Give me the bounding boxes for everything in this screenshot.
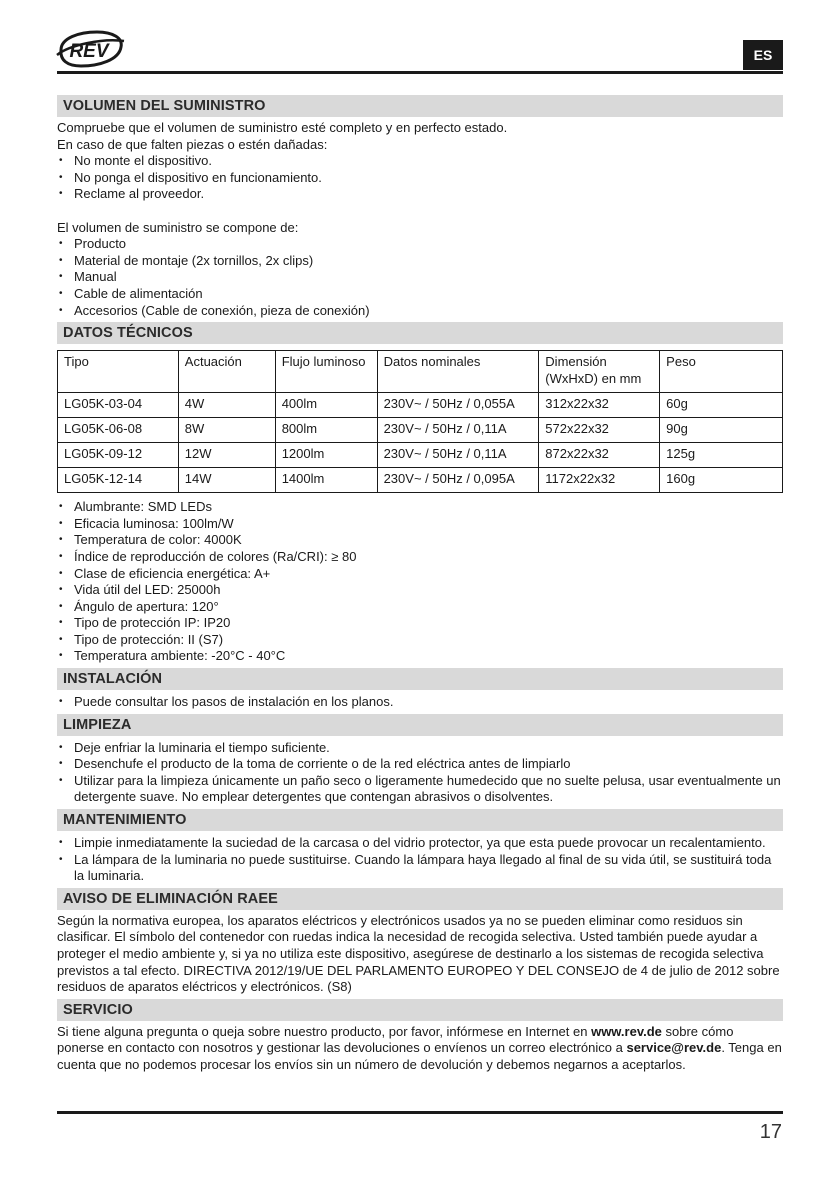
volumen-intro-3: El volumen de suministro se compone de: [57, 219, 299, 235]
servicio-text-c: . Tenga en cuenta que no podemos procesar los envíos sin un número de devolución y debemos negarnos a aceptarlos. [57, 1040, 782, 1072]
servicio-text-a: Si tiene alguna pregunta o queja sobre nuestro producto, por favor, infórmese en Internet en [57, 1023, 592, 1039]
section-title-aviso: AVISO DE ELIMINACIÓN RAEE [57, 888, 783, 910]
list-item: • Manual [57, 269, 783, 286]
website-link[interactable]: www.rev.de [591, 1023, 662, 1039]
language-badge: ES [743, 40, 783, 70]
list-item: • Eficacia luminosa: 100lm/W [57, 516, 783, 533]
table-row [58, 418, 783, 443]
column-header: Datos nominales [377, 351, 539, 393]
list-item: • Deje enfriar la luminaria el tiempo suficiente. [57, 740, 783, 757]
list-item: • Utilizar para la limpieza únicamente un paño seco o ligeramente humedecido que no suelte pelusa, usar eventualmente un detergente suave. No emplear detergentes que contengan abrasivos o disolventes. [57, 773, 783, 806]
table-cell: LG05K-06-08 [58, 418, 179, 443]
table-row [58, 443, 783, 468]
list-item: • Temperatura de color: 4000K [57, 532, 783, 549]
table-cell: LG05K-03-04 [58, 393, 179, 418]
limpieza-bullets [57, 740, 783, 806]
section-title-datos: DATOS TÉCNICOS [57, 322, 783, 344]
document-body [57, 95, 783, 1074]
table-cell: 230V~ / 50Hz / 0,095A [377, 468, 539, 493]
table-cell: LG05K-12-14 [58, 468, 179, 493]
list-item: • Alumbrante: SMD LEDs [57, 499, 783, 516]
table-cell: 1200lm [275, 443, 377, 468]
list-item: • Desenchufe el producto de la toma de corriente o de la red eléctrica antes de limpiarlo [57, 756, 783, 773]
column-header: Dimensión (WxHxD) en mm [539, 351, 660, 393]
table-cell: 4W [178, 393, 275, 418]
instalacion-bullets [57, 694, 783, 711]
list-item: • Índice de reproducción de colores (Ra/CRI): ≥ 80 [57, 549, 783, 566]
servicio-text-b: sobre cómo ponerse en contacto con nosotros y gestionar las devoluciones o envíenos un correo electrónico a [57, 1023, 734, 1056]
email-link[interactable]: service@rev.de [626, 1040, 722, 1056]
servicio-text [57, 1024, 783, 1074]
list-item: • Ángulo de apertura: 120° [57, 599, 783, 616]
specs-table [57, 350, 783, 493]
volumen-bullets-1 [57, 153, 783, 203]
list-item: • La lámpara de la luminaria no puede sustituirse. Cuando la lámpara haya llegado al final de su vida útil, se sustituirá toda la luminaria. [57, 852, 783, 885]
list-item: • Material de montaje (2x tornillos, 2x clips) [57, 253, 783, 270]
header-rule [57, 71, 783, 74]
table-cell: 90g [660, 418, 783, 443]
table-cell: 230V~ / 50Hz / 0,11A [377, 443, 539, 468]
column-header: Tipo [58, 351, 179, 393]
volumen-intro-2: En caso de que falten piezas o estén dañadas: [57, 136, 328, 152]
table-cell: 60g [660, 393, 783, 418]
table-cell: LG05K-09-12 [58, 443, 179, 468]
table-cell: 12W [178, 443, 275, 468]
footer-rule [57, 1111, 783, 1114]
list-item: • Producto [57, 236, 783, 253]
list-item: • Accesorios (Cable de conexión, pieza de conexión) [57, 303, 783, 320]
table-cell: 230V~ / 50Hz / 0,11A [377, 418, 539, 443]
table-header-row [58, 351, 783, 393]
rev-logo [55, 30, 125, 68]
column-header: Actuación [178, 351, 275, 393]
table-cell: 160g [660, 468, 783, 493]
section-title-servicio: SERVICIO [57, 999, 783, 1021]
list-item: • Tipo de protección: II (S7) [57, 632, 783, 649]
column-header: Peso [660, 351, 783, 393]
table-cell: 14W [178, 468, 275, 493]
table-cell: 872x22x32 [539, 443, 660, 468]
aviso-text: Según la normativa europea, los aparatos eléctricos y electrónicos usados ya no se pueden eliminar como residuos sin clasificar. El símbolo del contenedor con ruedas indica la necesidad de recogida selectiva. Usted también puede ayudar a proteger el medio ambiente y, si ya no utiliza este dispositivo, asegúrese de destinarlo a los sistemas de recogida selectiva previstos a tal efecto. DIRECTIVA 2012/19/UE DEL PARLAMENTO EUROPEO Y DEL CONSEJO de 4 de julio de 2012 sobre residuos de aparatos eléctricos y electrónicos. (S8) [57, 912, 780, 995]
volumen-intro-1: Compruebe que el volumen de suministro esté completo y en perfecto estado. [57, 120, 508, 135]
section-title-volumen: VOLUMEN DEL SUMINISTRO [57, 95, 783, 117]
list-item: • Tipo de protección IP: IP20 [57, 615, 783, 632]
list-item: • Vida útil del LED: 25000h [57, 582, 783, 599]
page-number: 17 [759, 1121, 782, 1143]
table-cell: 1172x22x32 [539, 468, 660, 493]
table-cell: 230V~ / 50Hz / 0,055A [377, 393, 539, 418]
list-item: • No monte el dispositivo. [57, 153, 783, 170]
table-cell: 572x22x32 [539, 418, 660, 443]
table-cell: 8W [178, 418, 275, 443]
list-item: • Reclame al proveedor. [57, 186, 783, 203]
table-cell: 125g [660, 443, 783, 468]
section-title-instalacion: INSTALACIÓN [57, 668, 783, 690]
section-title-limpieza: LIMPIEZA [57, 714, 783, 736]
svg-text:REV: REV [69, 41, 109, 62]
table-row [58, 468, 783, 493]
list-item: • Puede consultar los pasos de instalación en los planos. [57, 694, 783, 711]
page-header [0, 0, 840, 80]
list-item: • Cable de alimentación [57, 286, 783, 303]
table-cell: 800lm [275, 418, 377, 443]
section-title-mantenimiento: MANTENIMIENTO [57, 809, 783, 831]
table-cell: 400lm [275, 393, 377, 418]
list-item: • No ponga el dispositivo en funcionamiento. [57, 170, 783, 187]
table-cell: 312x22x32 [539, 393, 660, 418]
volumen-bullets-2 [57, 236, 783, 319]
list-item: • Limpie inmediatamente la suciedad de la carcasa o del vidrio protector, ya que esta puede provocar un recalentamiento. [57, 835, 783, 852]
list-item: • Temperatura ambiente: -20°C - 40°C [57, 648, 783, 665]
table-row [58, 393, 783, 418]
list-item: • Clase de eficiencia energética: A+ [57, 566, 783, 583]
mantenimiento-bullets [57, 835, 783, 885]
datos-bullets [57, 499, 783, 665]
column-header: Flujo luminoso [275, 351, 377, 393]
table-cell: 1400lm [275, 468, 377, 493]
